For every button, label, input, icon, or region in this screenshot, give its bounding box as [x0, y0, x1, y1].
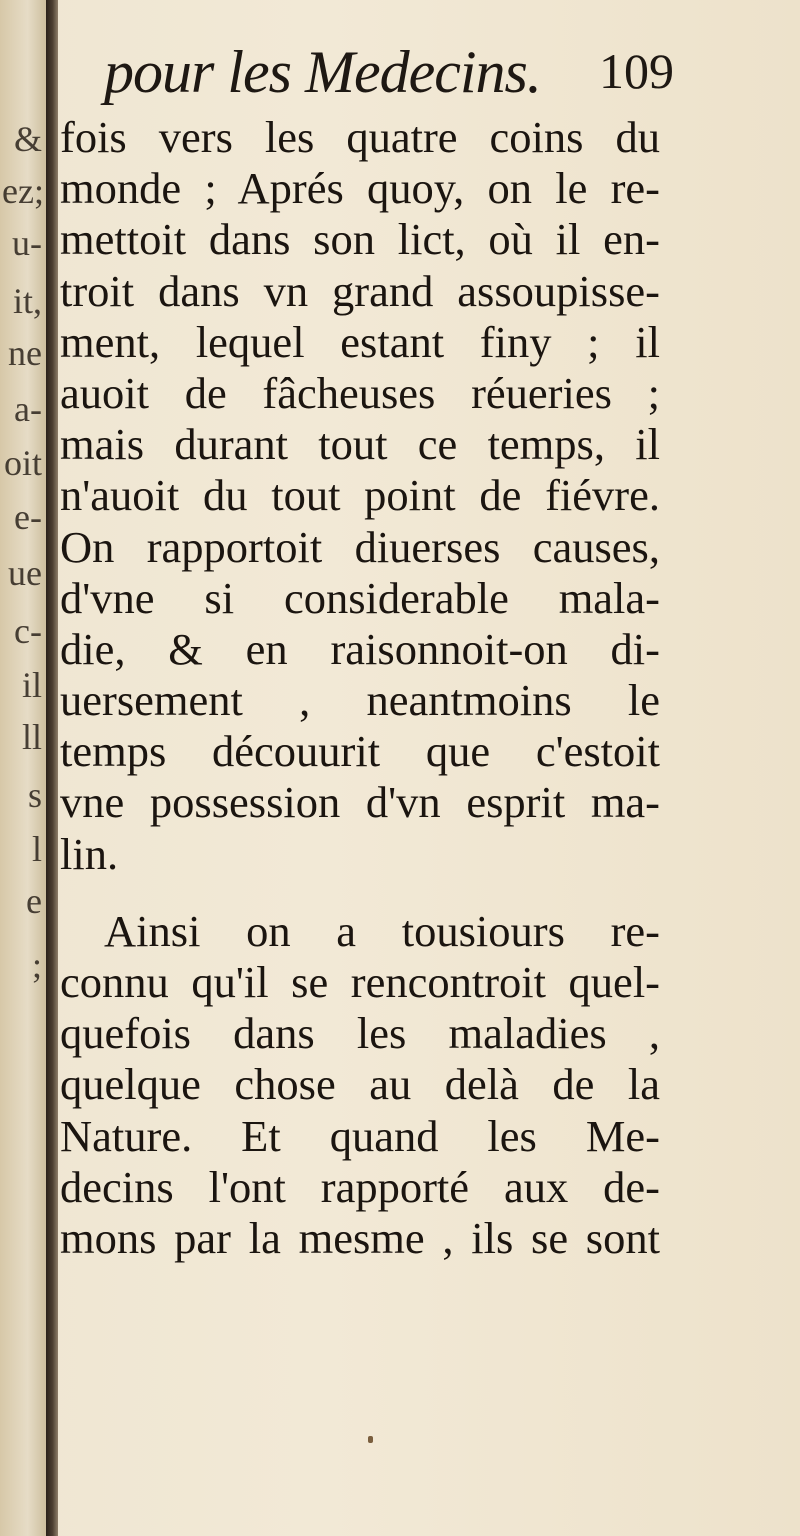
margin-fragment: it,	[12, 281, 42, 321]
margin-fragment: ez;	[2, 171, 44, 211]
ink-smudge	[368, 1436, 373, 1443]
margin-fragment: a-	[14, 389, 42, 429]
margin-fragment: il	[21, 665, 42, 705]
text-line: quefois dans les maladies ,	[60, 1008, 660, 1059]
margin-fragment: ll	[21, 717, 42, 757]
margin-fragment: l	[31, 829, 42, 869]
text-line: Ainsi on a tousiours re-	[104, 905, 660, 956]
margin-fragment: ne	[8, 333, 42, 373]
text-line: d'vne si considerable mala-	[60, 572, 660, 623]
margin-fragment: &	[13, 119, 42, 159]
text-line: ment, lequel estant finy ; il	[60, 316, 660, 367]
margin-fragment: e-	[14, 497, 42, 537]
margin-fragment: ue	[8, 553, 42, 593]
body-text	[60, 112, 660, 1264]
text-line: temps découurit que c'estoit	[60, 726, 660, 777]
text-line: monde ; Aprés quoy, on le re-	[60, 163, 660, 214]
margin-fragment: c-	[14, 611, 42, 651]
running-head: pour les Medecins.	[104, 39, 541, 105]
text-line: fois vers les quatre coins du	[60, 112, 660, 162]
text-line: vne possession d'vn esprit ma-	[60, 777, 660, 828]
text-line: n'auoit du tout point de fiévre.	[60, 470, 660, 521]
text-line: die, & en raisonnoit-on di-	[60, 623, 660, 674]
text-line: troit dans vn grand assoupisse-	[60, 265, 660, 316]
page-header	[104, 38, 674, 108]
margin-fragment: ;	[31, 945, 42, 985]
previous-page-edge	[0, 0, 46, 1536]
margin-fragment: e	[26, 881, 42, 921]
text-line: Nature. Et quand les Me-	[60, 1110, 660, 1161]
text-line: auoit de fâcheuses réueries ;	[60, 367, 660, 418]
margin-fragment: s	[27, 775, 42, 815]
text-line: decins l'ont rapporté aux de-	[60, 1161, 660, 1212]
text-line: uersement , neantmoins le	[60, 675, 660, 726]
book-binding	[46, 0, 58, 1536]
margin-fragment: oit	[3, 443, 42, 483]
text-line: mais durant tout ce temps, il	[60, 419, 660, 470]
margin-fragment: u-	[12, 223, 42, 263]
page-number: 109	[599, 43, 674, 99]
text-line: connu qu'il se rencontroit quel-	[60, 957, 660, 1007]
text-line: lin.	[60, 828, 119, 879]
text-line: On rapportoit diuerses causes,	[60, 521, 660, 572]
text-line: quelque chose au delà de la	[60, 1059, 660, 1110]
text-line: mettoit dans son lict, où il en-	[60, 214, 660, 265]
text-line: mons par la mesme , ils se sont	[60, 1212, 660, 1263]
